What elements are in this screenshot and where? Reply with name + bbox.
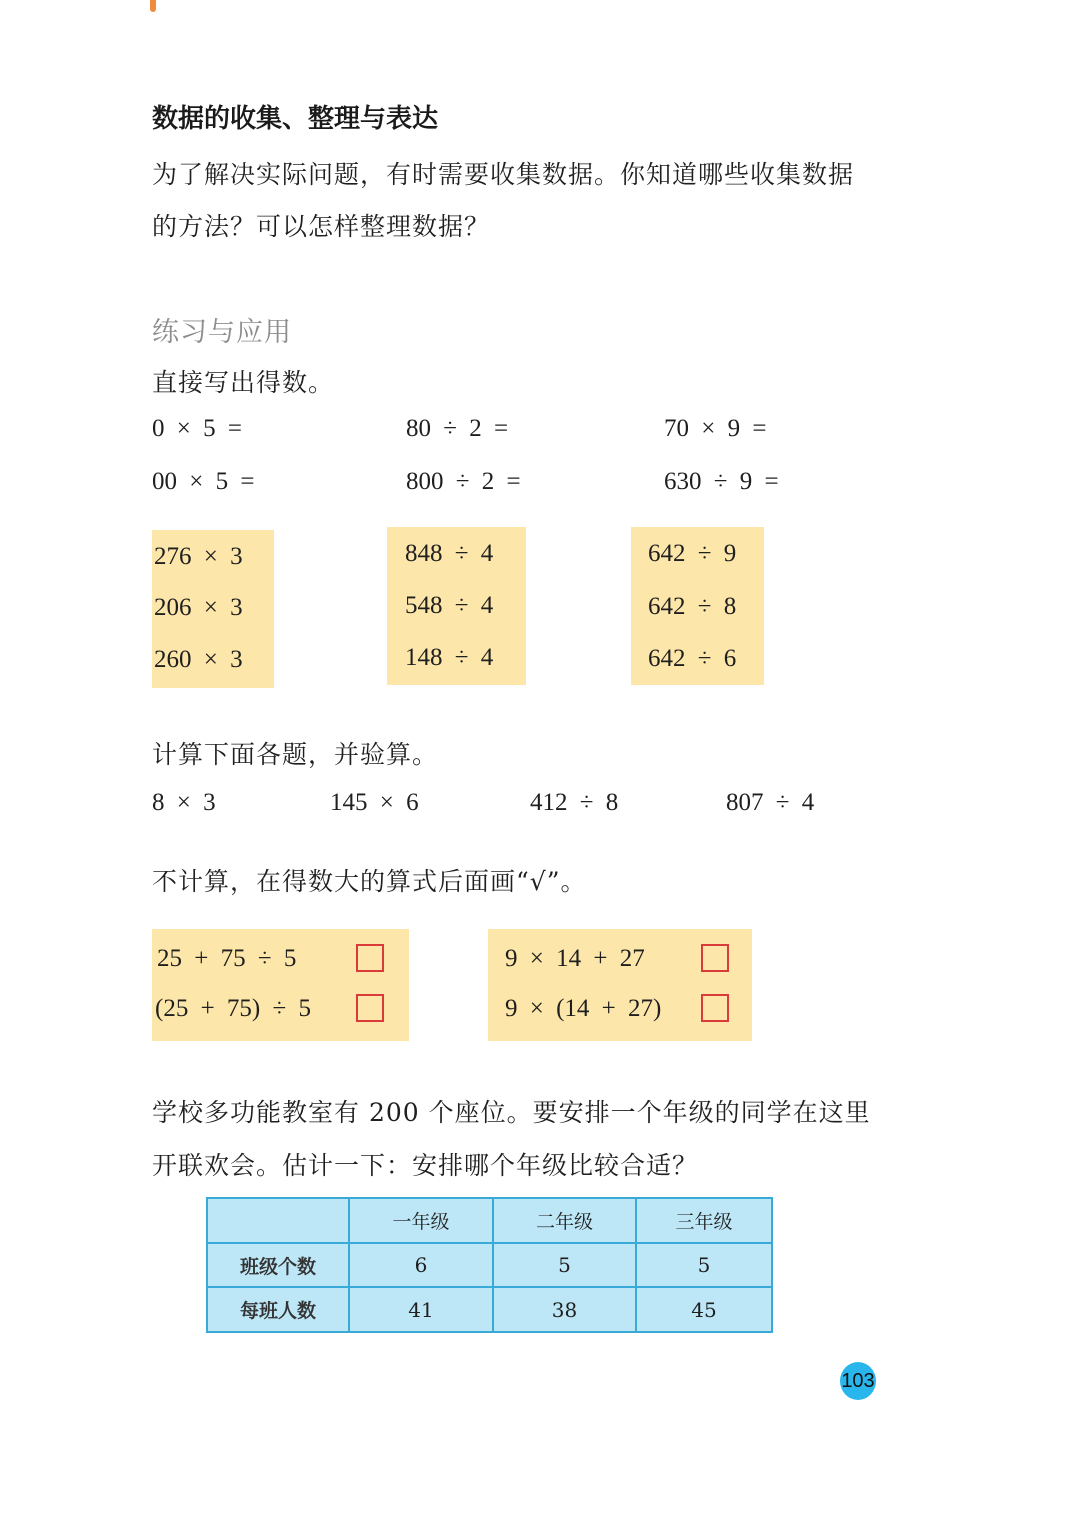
q1-group-3-line-3: 642 ÷ 6 [648, 645, 737, 672]
grade-table [206, 1197, 773, 1333]
q1-group-2-line-2: 548 ÷ 4 [405, 592, 494, 619]
q1-group-1-line-1: 276 × 3 [154, 543, 243, 570]
page-number-badge: 103 [840, 1362, 876, 1400]
q1-expr-r2c2: 800 ÷ 2 = [406, 468, 521, 495]
q4-prompt-line-2: 开联欢会。估计一下：安排哪个年级比较合适？ [152, 1151, 699, 1180]
q3-left-checkbox-2[interactable] [356, 994, 384, 1022]
q1-group-2-line-3: 148 ÷ 4 [405, 644, 494, 671]
q3-left-expr-1: 25 + 75 ÷ 5 [157, 945, 297, 972]
intro-line-2: 的方法？可以怎样整理数据？ [152, 212, 491, 241]
section-title: 数据的收集、整理与表达 [152, 104, 439, 134]
q1-group-1-line-2: 206 × 3 [154, 594, 243, 621]
q4-prompt-line-1: 学校多功能教室有 200 个座位。要安排一个年级的同学在这里 [152, 1098, 871, 1127]
q2-prompt: 计算下面各题，并验算。 [152, 740, 439, 769]
q1-prompt: 直接写出得数。 [152, 368, 335, 397]
table-header-grade-3: 三年级 [637, 1199, 771, 1244]
q3-left-box [152, 929, 409, 1041]
q1-expr-r2c3: 630 ÷ 9 = [664, 468, 779, 495]
intro-line-1: 为了解决实际问题，有时需要收集数据。你知道哪些收集数据 [152, 160, 855, 189]
table-row-label-students: 每班人数 [208, 1288, 350, 1331]
q1-expr-r1c1: 0 × 5 = [152, 415, 242, 442]
q3-right-expr-1: 9 × 14 + 27 [505, 945, 645, 972]
q3-right-box [488, 929, 752, 1041]
q1-group-2 [387, 527, 526, 685]
q1-group-1-line-3: 260 × 3 [154, 646, 243, 673]
table-cell: 38 [494, 1288, 637, 1331]
q3-prompt: 不计算，在得数大的算式后面画“√”。 [152, 867, 587, 896]
q1-group-3 [631, 527, 764, 685]
table-cell: 5 [637, 1244, 771, 1288]
table-row-label-classes: 班级个数 [208, 1244, 350, 1288]
q3-right-checkbox-2[interactable] [701, 994, 729, 1022]
q1-group-1 [152, 530, 274, 688]
q1-expr-r2c1: 00 × 5 = [152, 468, 255, 495]
table-cell: 45 [691, 1297, 717, 1322]
corner-mark [150, 0, 156, 12]
table-header-grade-2: 二年级 [494, 1199, 637, 1244]
table-header-grade-1: 一年级 [350, 1199, 494, 1244]
q1-group-2-line-1: 848 ÷ 4 [405, 540, 494, 567]
q2-item-1: 8 × 3 [152, 789, 216, 816]
q2-item-2: 145 × 6 [330, 789, 419, 816]
q1-group-3-line-2: 642 ÷ 8 [648, 593, 737, 620]
q3-left-checkbox-1[interactable] [356, 944, 384, 972]
table-cell: 41 [350, 1288, 494, 1331]
q1-expr-r1c3: 70 × 9 = [664, 415, 767, 442]
table-header-corner [208, 1199, 350, 1244]
q1-expr-r1c2: 80 ÷ 2 = [406, 415, 509, 442]
q3-right-expr-2: 9 × (14 + 27) [505, 995, 662, 1022]
practice-heading: 练习与应用 [152, 317, 292, 348]
q2-item-3: 412 ÷ 8 [530, 789, 619, 816]
table-cell: 5 [494, 1244, 637, 1288]
q3-right-checkbox-1[interactable] [701, 944, 729, 972]
q1-group-3-line-1: 642 ÷ 9 [648, 540, 737, 567]
q2-item-4: 807 ÷ 4 [726, 789, 815, 816]
table-cell: 6 [350, 1244, 494, 1288]
q3-left-expr-2: (25 + 75) ÷ 5 [155, 995, 311, 1022]
